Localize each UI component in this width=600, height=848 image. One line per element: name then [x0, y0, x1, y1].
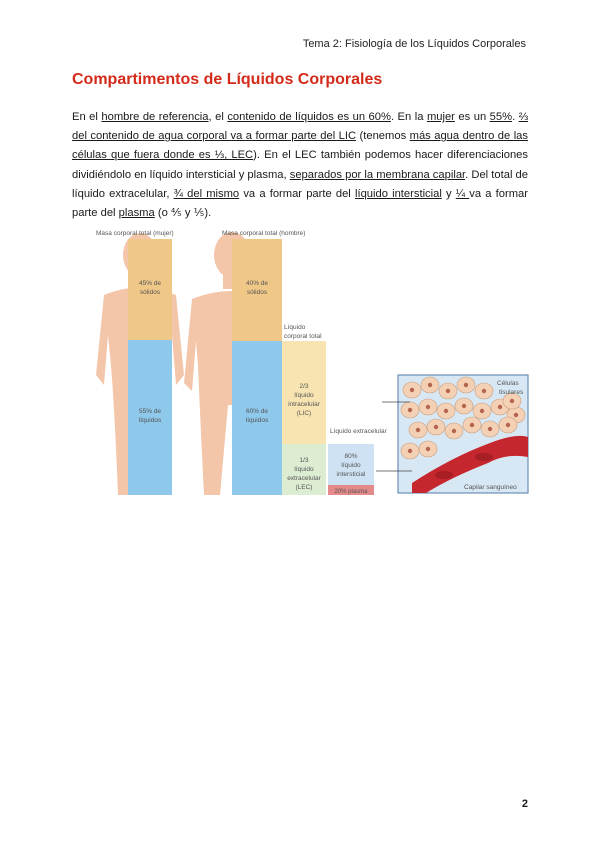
cell-nucleus [434, 425, 438, 429]
woman-liquids-label: 55% de líquidos [138, 408, 162, 424]
woman-mass-label: Masa corporal total (mujer) [96, 230, 174, 237]
man-liquids-label: 60% de líquidos [245, 408, 269, 424]
cell-nucleus [510, 399, 514, 403]
body-fluid-compartments-figure [92, 225, 532, 510]
extracellular-label: Líquido extracelular [330, 428, 387, 435]
section-title: Compartimentos de Líquidos Corporales [72, 71, 383, 88]
cell-nucleus [426, 405, 430, 409]
red-blood-cell [475, 453, 493, 461]
interstitial-label: 80% líquido intersticial [336, 453, 366, 478]
man-mass-label: Masa corporal total (hombre) [222, 230, 306, 237]
page-number: 2 [521, 798, 528, 810]
running-header: Tema 2: Fisiología de los Líquidos Corporales [302, 38, 526, 50]
cell-nucleus [416, 428, 420, 432]
cell-nucleus [464, 383, 468, 387]
lic-label: 2/3 líquido intracelular (LIC) [288, 383, 320, 417]
cell-nucleus [426, 447, 430, 451]
cells-label: Células tisulares [497, 380, 524, 396]
red-blood-cell [435, 471, 453, 479]
man-solids-label: 40% de sólidos [245, 280, 269, 296]
lec-label: 1/3 líquido extracelular (LEC) [287, 457, 321, 491]
plasma-label: 20% plasma [334, 489, 368, 495]
capillary-label: Capilar sanguíneo [464, 484, 517, 491]
total-liquid-label: Líquido corporal total [284, 324, 322, 340]
cell-nucleus [428, 383, 432, 387]
cell-nucleus [480, 409, 484, 413]
cell-nucleus [482, 389, 486, 393]
cell-nucleus [488, 427, 492, 431]
cell-nucleus [410, 388, 414, 392]
cell-nucleus [446, 389, 450, 393]
cell-nucleus [498, 405, 502, 409]
cell-nucleus [408, 449, 412, 453]
cell-nucleus [444, 409, 448, 413]
cell-nucleus [506, 423, 510, 427]
woman-solids-label: 45% de sólidos [138, 280, 162, 296]
cell-nucleus [514, 413, 518, 417]
cell-nucleus [462, 404, 466, 408]
cell-nucleus [408, 408, 412, 412]
cell-nucleus [470, 423, 474, 427]
cell-nucleus [452, 429, 456, 433]
body-paragraph: En el hombre de referencia, el contenido de líquidos es un 60%. En la mujer es un 55%. ⅔ del contenido de agua corporal va a formar parte del LIC (tenemos más agua dentro de las células que fuera donde es ⅓, LEC). En el LEC también podemos hacer diferenciaciones dividiéndolo en líquido intersticial y plasma, separados por la membrana capilar. Del total de líquido extracelular, ¾ del mismo va a formar parte del líquido intersticial y ¼ va a formar parte del plasma (o ⅘ y ⅕). [72, 111, 529, 220]
